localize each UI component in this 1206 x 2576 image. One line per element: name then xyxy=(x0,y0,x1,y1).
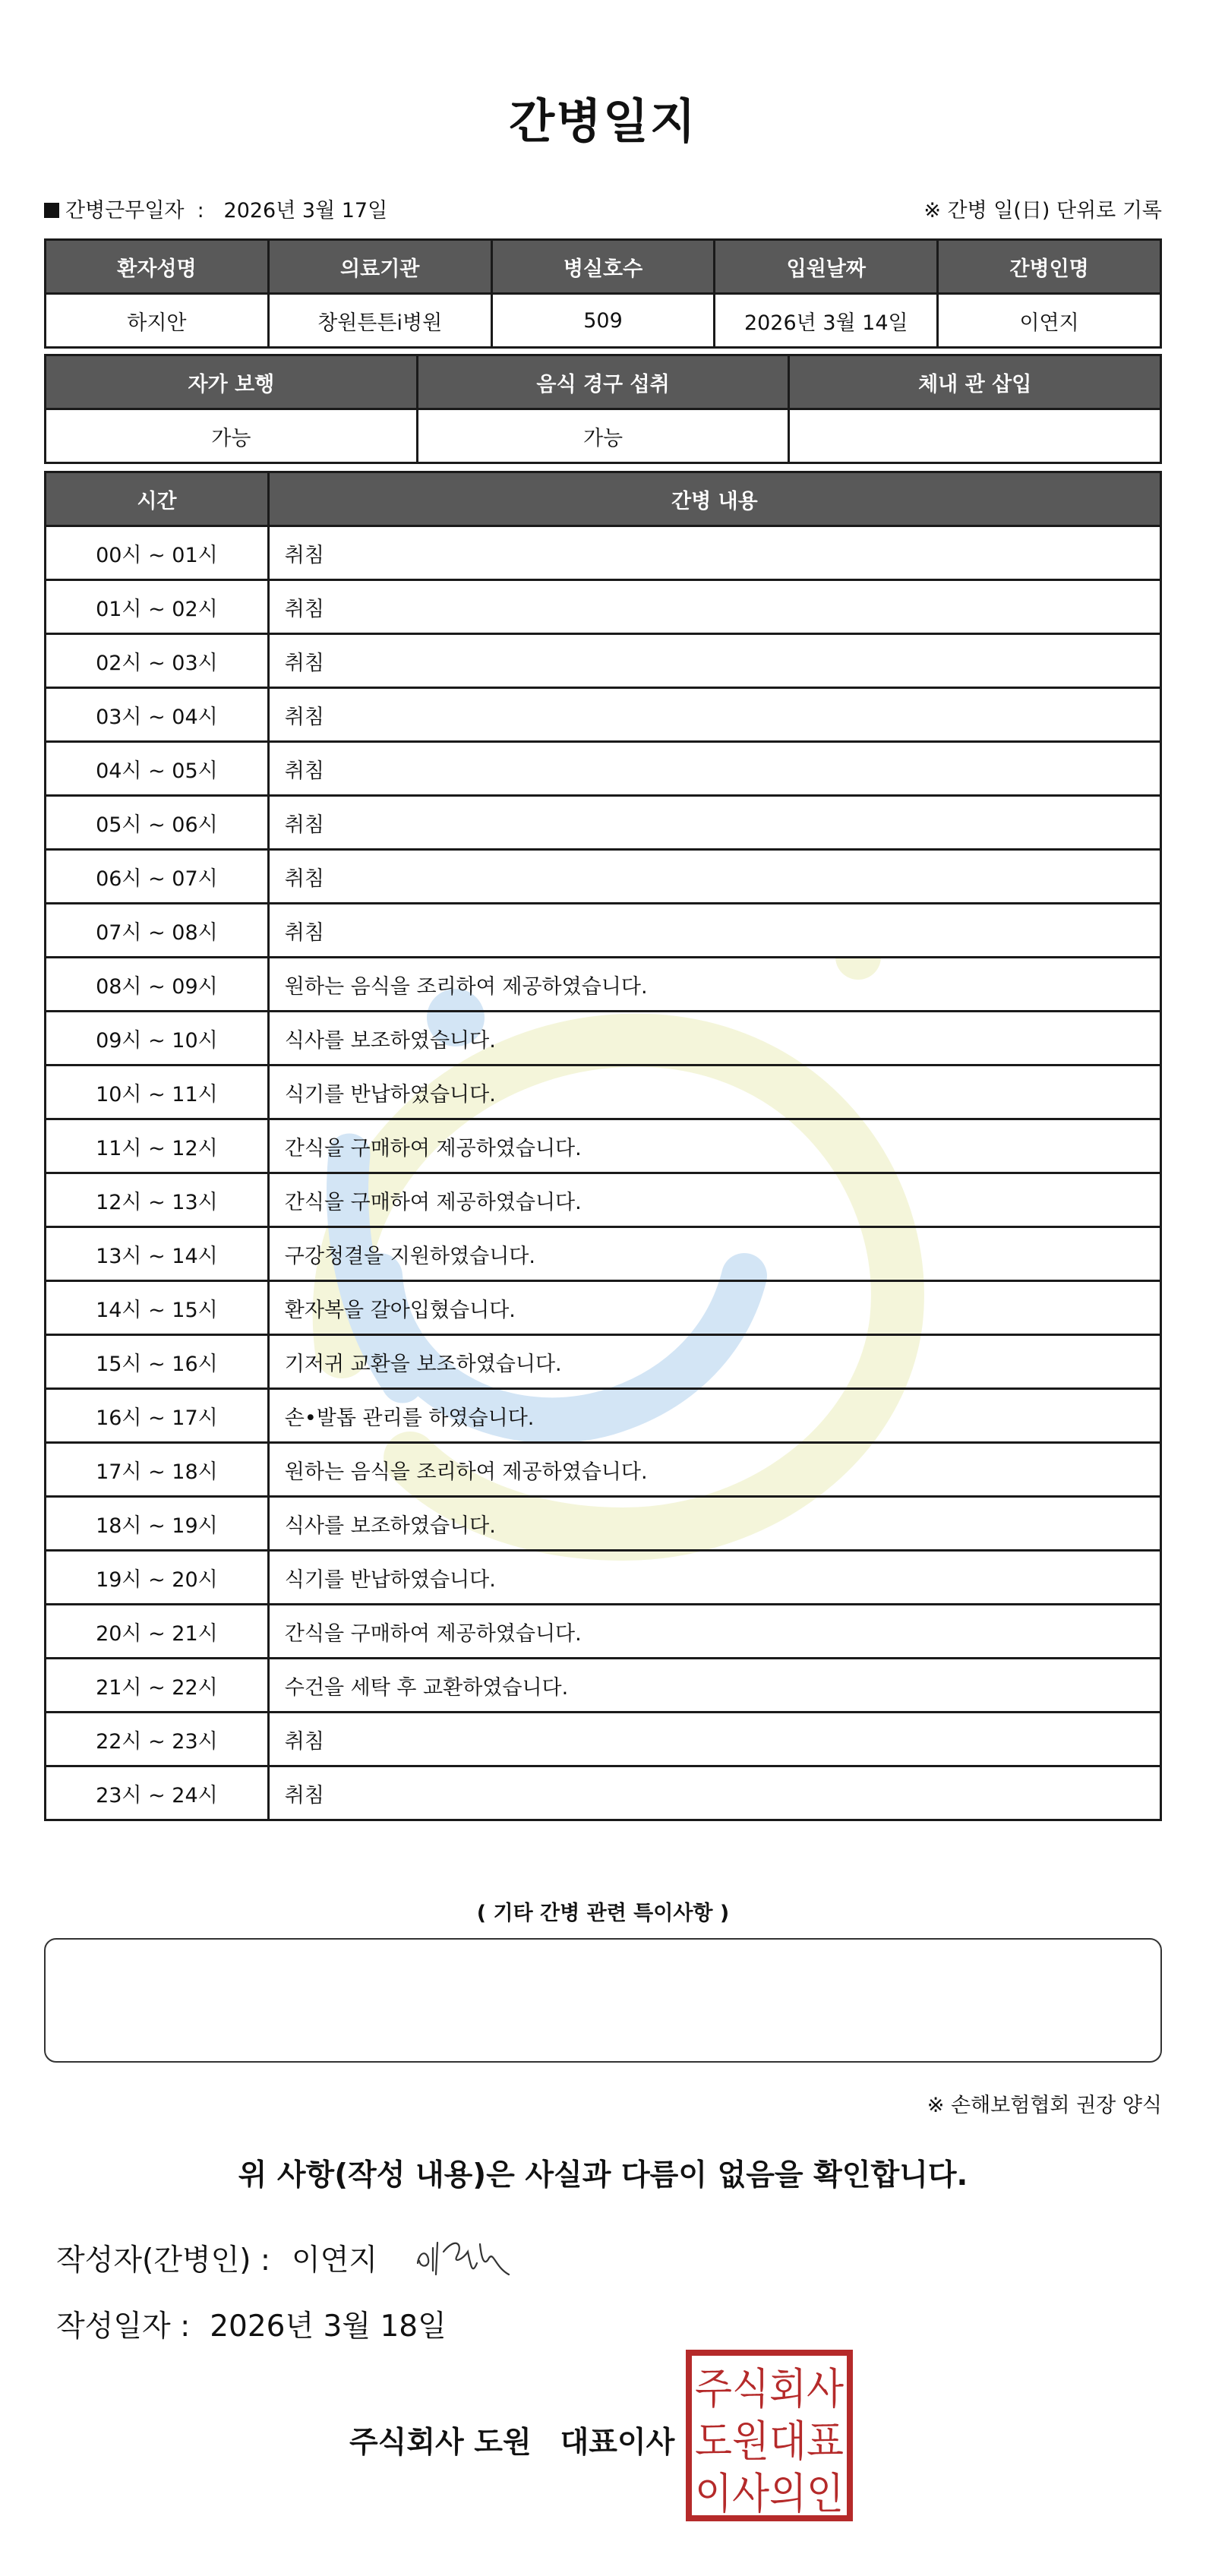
time-slot: 10시 ~ 11시 xyxy=(46,1065,269,1119)
care-log-row xyxy=(46,904,1161,958)
care-content: 취침 xyxy=(268,850,1160,904)
care-log-row xyxy=(46,958,1161,1012)
care-log-row xyxy=(46,580,1161,634)
care-content: 취침 xyxy=(268,742,1160,796)
patient-info-value-row xyxy=(46,294,1161,348)
document-title: 간병일지 xyxy=(509,93,697,149)
care-content: 수건을 세탁 후 교환하였습니다. xyxy=(268,1659,1160,1713)
care-log-row xyxy=(46,1335,1161,1389)
oral-intake-value: 가능 xyxy=(417,409,789,463)
time-slot: 06시 ~ 07시 xyxy=(46,850,269,904)
time-slot: 21시 ~ 22시 xyxy=(46,1659,269,1713)
header-oral-intake: 음식 경구 섭취 xyxy=(417,355,789,409)
time-slot: 00시 ~ 01시 xyxy=(46,526,269,580)
care-content: 환자복을 갈아입혔습니다. xyxy=(268,1281,1160,1335)
time-slot: 01시 ~ 02시 xyxy=(46,580,269,634)
time-slot: 13시 ~ 14시 xyxy=(46,1227,269,1281)
care-log-row xyxy=(46,526,1161,580)
care-log-row xyxy=(46,1659,1161,1713)
care-log-row xyxy=(46,1605,1161,1659)
care-log-header-row xyxy=(46,472,1161,526)
admission-date: 2026년 3월 14일 xyxy=(715,294,938,348)
care-content: 취침 xyxy=(268,904,1160,958)
patient-status-header-row xyxy=(46,355,1161,409)
header-admission-date: 입원날짜 xyxy=(715,240,938,294)
care-content: 손•발톱 관리를 하였습니다. xyxy=(268,1389,1160,1443)
care-log-row xyxy=(46,850,1161,904)
care-date-label: 간병근무일자 xyxy=(65,199,185,223)
self-walking-value: 가능 xyxy=(46,409,418,463)
care-log-row xyxy=(46,1173,1161,1227)
time-slot: 18시 ~ 19시 xyxy=(46,1497,269,1551)
square-bullet-icon xyxy=(44,203,59,218)
written-date-value: 2026년 3월 18일 xyxy=(210,2309,447,2344)
header-hospital: 의료기관 xyxy=(268,240,491,294)
time-slot: 17시 ~ 18시 xyxy=(46,1443,269,1497)
header-time: 시간 xyxy=(46,472,269,526)
care-content: 원하는 음식을 조리하여 제공하였습니다. xyxy=(268,958,1160,1012)
writer-line xyxy=(56,2237,377,2279)
writer-name: 이연지 xyxy=(292,2243,378,2278)
care-content: 취침 xyxy=(268,1766,1160,1820)
svg-text:주식회사: 주식회사 xyxy=(695,2365,844,2414)
header-tube-insertion: 체내 관 삽입 xyxy=(789,355,1161,409)
caregiver-name: 이연지 xyxy=(938,294,1161,348)
care-content: 식기를 반납하였습니다. xyxy=(268,1065,1160,1119)
patient-info-table xyxy=(44,238,1162,349)
care-content: 식사를 보조하였습니다. xyxy=(268,1012,1160,1065)
care-log-row xyxy=(46,1497,1161,1551)
hospital-name: 창원튼튼i병원 xyxy=(268,294,491,348)
care-log-row xyxy=(46,1443,1161,1497)
care-content: 간식을 구매하여 제공하였습니다. xyxy=(268,1119,1160,1173)
special-notes-title: ( 기타 간병 관련 특이사항 ) xyxy=(476,1902,730,1925)
patient-status-table xyxy=(44,354,1162,464)
care-log-row xyxy=(46,1551,1161,1605)
company-rep-title: 대표이사 xyxy=(560,2426,675,2460)
care-log-row xyxy=(46,1227,1161,1281)
care-content: 간식을 구매하여 제공하였습니다. xyxy=(268,1173,1160,1227)
care-date-value: 2026년 3월 17일 xyxy=(223,199,388,223)
header-caregiver-name: 간병인명 xyxy=(938,240,1161,294)
svg-text:이사의인: 이사의인 xyxy=(695,2470,844,2519)
time-slot: 04시 ~ 05시 xyxy=(46,742,269,796)
time-slot: 16시 ~ 17시 xyxy=(46,1389,269,1443)
care-content: 취침 xyxy=(268,580,1160,634)
company-line xyxy=(349,2419,674,2461)
time-slot: 02시 ~ 03시 xyxy=(46,634,269,688)
care-log-row xyxy=(46,634,1161,688)
time-slot: 03시 ~ 04시 xyxy=(46,688,269,742)
care-log-row xyxy=(46,1766,1161,1820)
care-log-row xyxy=(46,742,1161,796)
header-self-walking: 자가 보행 xyxy=(46,355,418,409)
svg-text:도원대표: 도원대표 xyxy=(695,2417,844,2467)
care-content: 식사를 보조하였습니다. xyxy=(268,1497,1160,1551)
care-content: 기저귀 교환을 보조하였습니다. xyxy=(268,1335,1160,1389)
meta-row xyxy=(44,194,1162,224)
special-notes-box xyxy=(44,1938,1162,2063)
care-log-row xyxy=(46,1119,1161,1173)
care-log-row xyxy=(46,1713,1161,1766)
company-seal-stamp xyxy=(685,2349,854,2522)
care-content: 취침 xyxy=(268,634,1160,688)
care-content: 취침 xyxy=(268,1713,1160,1766)
patient-info-header-row xyxy=(46,240,1161,294)
header-care-content: 간병 내용 xyxy=(268,472,1160,526)
care-content: 취침 xyxy=(268,796,1160,850)
time-slot: 20시 ~ 21시 xyxy=(46,1605,269,1659)
care-log-body xyxy=(46,526,1161,1820)
room-number: 509 xyxy=(491,294,715,348)
time-slot: 22시 ~ 23시 xyxy=(46,1713,269,1766)
care-content: 취침 xyxy=(268,526,1160,580)
care-date: 간병근무일자 : 2026년 3월 17일 xyxy=(44,194,387,223)
company-name: 주식회사 도원 xyxy=(349,2426,532,2460)
care-content: 식기를 반납하였습니다. xyxy=(268,1551,1160,1605)
care-content: 간식을 구매하여 제공하였습니다. xyxy=(268,1605,1160,1659)
care-log-row xyxy=(46,688,1161,742)
care-log-table xyxy=(44,471,1162,1821)
time-slot: 15시 ~ 16시 xyxy=(46,1335,269,1389)
time-slot: 19시 ~ 20시 xyxy=(46,1551,269,1605)
patient-name: 하지안 xyxy=(46,294,269,348)
header-room-number: 병실호수 xyxy=(491,240,715,294)
confirmation-statement: 위 사항(작성 내용)은 사실과 다름이 없음을 확인합니다. xyxy=(238,2158,968,2192)
care-content: 구강청결을 지원하였습니다. xyxy=(268,1227,1160,1281)
time-slot: 14시 ~ 15시 xyxy=(46,1281,269,1335)
patient-status-value-row xyxy=(46,409,1161,463)
written-date-label: 작성일자 : xyxy=(56,2309,191,2344)
time-slot: 05시 ~ 06시 xyxy=(46,796,269,850)
care-log-row xyxy=(46,1065,1161,1119)
writer-label: 작성자(간병인) : xyxy=(56,2243,271,2278)
care-log-row xyxy=(46,1389,1161,1443)
care-log-row xyxy=(46,796,1161,850)
care-log-row xyxy=(46,1281,1161,1335)
care-content: 원하는 음식을 조리하여 제공하였습니다. xyxy=(268,1443,1160,1497)
header-patient-name: 환자성명 xyxy=(46,240,269,294)
time-slot: 09시 ~ 10시 xyxy=(46,1012,269,1065)
recommended-form-note: ※ 손해보험협회 권장 양식 xyxy=(927,2094,1162,2117)
time-slot: 07시 ~ 08시 xyxy=(46,904,269,958)
time-slot: 23시 ~ 24시 xyxy=(46,1766,269,1820)
written-date-line xyxy=(56,2303,447,2345)
tube-insertion-value xyxy=(789,409,1161,463)
daily-record-note: ※ 간병 일(日) 단위로 기록 xyxy=(923,199,1162,223)
care-content: 취침 xyxy=(268,688,1160,742)
time-slot: 12시 ~ 13시 xyxy=(46,1173,269,1227)
time-slot: 11시 ~ 12시 xyxy=(46,1119,269,1173)
time-slot: 08시 ~ 09시 xyxy=(46,958,269,1012)
care-log-row xyxy=(46,1012,1161,1065)
handwritten-signature xyxy=(410,2221,524,2290)
